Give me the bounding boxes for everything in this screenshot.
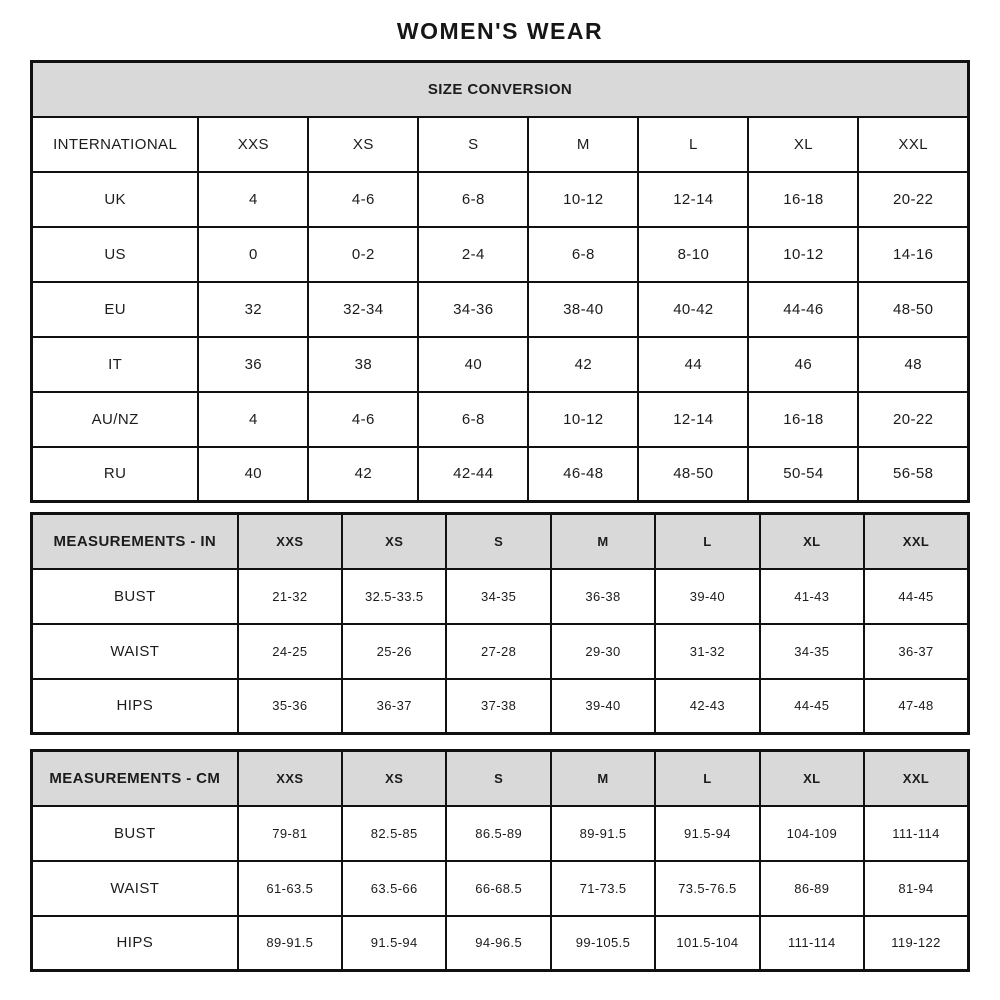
- value-cell: 44-46: [748, 282, 858, 337]
- value-cell: 4: [198, 392, 308, 447]
- table-title-cell: INTERNATIONAL: [32, 117, 199, 172]
- header-row: [32, 117, 969, 172]
- value-cell: 32-34: [308, 282, 418, 337]
- size-column-header: XL: [760, 514, 864, 569]
- value-cell: 32.5-33.5: [342, 569, 446, 624]
- row-label: HIPS: [32, 916, 238, 971]
- row-label: RU: [32, 447, 199, 502]
- table-banner-row: [32, 62, 969, 117]
- value-cell: 8-10: [638, 227, 748, 282]
- value-cell: 86-89: [760, 861, 864, 916]
- value-cell: 27-28: [446, 624, 550, 679]
- value-cell: 36-37: [864, 624, 968, 679]
- table-row: [32, 282, 969, 337]
- value-cell: 20-22: [858, 172, 968, 227]
- value-cell: 36-38: [551, 569, 655, 624]
- row-label: AU/NZ: [32, 392, 199, 447]
- value-cell: 91.5-94: [655, 806, 759, 861]
- value-cell: 101.5-104: [655, 916, 759, 971]
- value-cell: 38: [308, 337, 418, 392]
- value-cell: 41-43: [760, 569, 864, 624]
- value-cell: 86.5-89: [446, 806, 550, 861]
- table-row: [32, 916, 969, 971]
- size-column-header: S: [446, 514, 550, 569]
- value-cell: 21-32: [238, 569, 342, 624]
- table-row: [32, 227, 969, 282]
- row-label: UK: [32, 172, 199, 227]
- value-cell: 10-12: [748, 227, 858, 282]
- value-cell: 4-6: [308, 392, 418, 447]
- value-cell: 29-30: [551, 624, 655, 679]
- value-cell: 40: [198, 447, 308, 502]
- value-cell: 50-54: [748, 447, 858, 502]
- value-cell: 46-48: [528, 447, 638, 502]
- size-column-header: S: [418, 117, 528, 172]
- measurements-in-body: [32, 514, 969, 734]
- size-column-header: XL: [748, 117, 858, 172]
- size-column-header: XXS: [198, 117, 308, 172]
- value-cell: 6-8: [528, 227, 638, 282]
- size-column-header: S: [446, 751, 550, 806]
- value-cell: 48-50: [638, 447, 748, 502]
- value-cell: 66-68.5: [446, 861, 550, 916]
- value-cell: 42: [308, 447, 418, 502]
- value-cell: 4-6: [308, 172, 418, 227]
- value-cell: 40: [418, 337, 528, 392]
- value-cell: 12-14: [638, 392, 748, 447]
- table-title-cell: MEASUREMENTS - IN: [32, 514, 238, 569]
- value-cell: 36-37: [342, 679, 446, 734]
- value-cell: 24-25: [238, 624, 342, 679]
- value-cell: 89-91.5: [551, 806, 655, 861]
- size-column-header: XXL: [864, 751, 968, 806]
- value-cell: 119-122: [864, 916, 968, 971]
- size-column-header: XS: [342, 751, 446, 806]
- value-cell: 111-114: [864, 806, 968, 861]
- value-cell: 79-81: [238, 806, 342, 861]
- value-cell: 10-12: [528, 392, 638, 447]
- value-cell: 6-8: [418, 172, 528, 227]
- value-cell: 38-40: [528, 282, 638, 337]
- value-cell: 36: [198, 337, 308, 392]
- value-cell: 20-22: [858, 392, 968, 447]
- header-row: [32, 751, 969, 806]
- value-cell: 82.5-85: [342, 806, 446, 861]
- value-cell: 34-35: [446, 569, 550, 624]
- row-label: EU: [32, 282, 199, 337]
- table-row: [32, 861, 969, 916]
- size-column-header: XL: [760, 751, 864, 806]
- value-cell: 4: [198, 172, 308, 227]
- value-cell: 31-32: [655, 624, 759, 679]
- value-cell: 42-44: [418, 447, 528, 502]
- value-cell: 44: [638, 337, 748, 392]
- value-cell: 37-38: [446, 679, 550, 734]
- row-label: IT: [32, 337, 199, 392]
- size-column-header: XXS: [238, 751, 342, 806]
- value-cell: 46: [748, 337, 858, 392]
- size-column-header: M: [528, 117, 638, 172]
- row-label: BUST: [32, 569, 238, 624]
- measurements-cm-body: [32, 751, 969, 971]
- table-row: [32, 172, 969, 227]
- size-column-header: L: [638, 117, 748, 172]
- row-label: WAIST: [32, 624, 238, 679]
- value-cell: 34-36: [418, 282, 528, 337]
- value-cell: 12-14: [638, 172, 748, 227]
- size-conversion-table: [30, 60, 970, 503]
- value-cell: 47-48: [864, 679, 968, 734]
- size-column-header: XS: [342, 514, 446, 569]
- measurements-cm-table: [30, 749, 970, 972]
- row-label: HIPS: [32, 679, 238, 734]
- value-cell: 42-43: [655, 679, 759, 734]
- value-cell: 39-40: [655, 569, 759, 624]
- row-label: BUST: [32, 806, 238, 861]
- value-cell: 10-12: [528, 172, 638, 227]
- size-column-header: L: [655, 514, 759, 569]
- size-column-header: XS: [308, 117, 418, 172]
- size-column-header: XXL: [864, 514, 968, 569]
- value-cell: 16-18: [748, 392, 858, 447]
- value-cell: 94-96.5: [446, 916, 550, 971]
- size-column-header: M: [551, 751, 655, 806]
- value-cell: 48: [858, 337, 968, 392]
- size-column-header: L: [655, 751, 759, 806]
- table-row: [32, 806, 969, 861]
- value-cell: 16-18: [748, 172, 858, 227]
- value-cell: 0-2: [308, 227, 418, 282]
- value-cell: 6-8: [418, 392, 528, 447]
- value-cell: 63.5-66: [342, 861, 446, 916]
- measurements-in-table: [30, 512, 970, 735]
- row-label: WAIST: [32, 861, 238, 916]
- size-column-header: XXL: [858, 117, 968, 172]
- table-row: [32, 679, 969, 734]
- value-cell: 35-36: [238, 679, 342, 734]
- value-cell: 89-91.5: [238, 916, 342, 971]
- value-cell: 61-63.5: [238, 861, 342, 916]
- value-cell: 40-42: [638, 282, 748, 337]
- value-cell: 39-40: [551, 679, 655, 734]
- value-cell: 34-35: [760, 624, 864, 679]
- value-cell: 56-58: [858, 447, 968, 502]
- value-cell: 44-45: [760, 679, 864, 734]
- row-label: US: [32, 227, 199, 282]
- value-cell: 73.5-76.5: [655, 861, 759, 916]
- value-cell: 14-16: [858, 227, 968, 282]
- size-conversion-banner: SIZE CONVERSION: [32, 62, 969, 117]
- table-title-cell: MEASUREMENTS - CM: [32, 751, 238, 806]
- value-cell: 91.5-94: [342, 916, 446, 971]
- table-row: [32, 569, 969, 624]
- value-cell: 25-26: [342, 624, 446, 679]
- table-row: [32, 392, 969, 447]
- value-cell: 42: [528, 337, 638, 392]
- header-row: [32, 514, 969, 569]
- value-cell: 81-94: [864, 861, 968, 916]
- table-row: [32, 447, 969, 502]
- value-cell: 99-105.5: [551, 916, 655, 971]
- table-row: [32, 624, 969, 679]
- value-cell: 44-45: [864, 569, 968, 624]
- value-cell: 0: [198, 227, 308, 282]
- size-column-header: M: [551, 514, 655, 569]
- value-cell: 104-109: [760, 806, 864, 861]
- size-conversion-body: [32, 117, 969, 502]
- page-title: WOMEN'S WEAR: [396, 18, 604, 44]
- value-cell: 32: [198, 282, 308, 337]
- value-cell: 2-4: [418, 227, 528, 282]
- table-row: [32, 337, 969, 392]
- value-cell: 111-114: [760, 916, 864, 971]
- value-cell: 48-50: [858, 282, 968, 337]
- size-column-header: XXS: [238, 514, 342, 569]
- value-cell: 71-73.5: [551, 861, 655, 916]
